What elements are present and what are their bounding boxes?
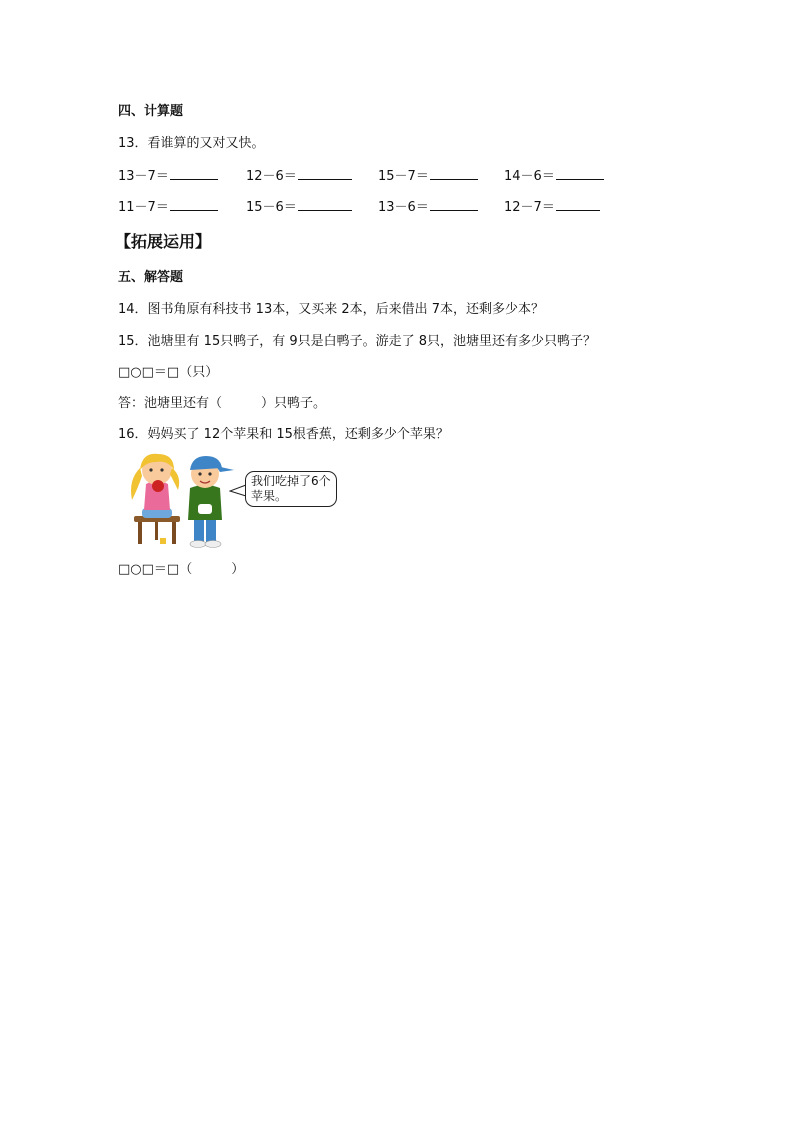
- speech-bubble: [245, 471, 337, 507]
- calc-expression: 13－6＝: [378, 200, 429, 215]
- calc-item: [504, 167, 604, 185]
- question-13: 13．看谁算的又对又快。: [118, 136, 265, 151]
- question-14: 14．图书角原有科技书 13本，又买来 2本，后来借出 7本，还剩多少本？: [118, 302, 545, 317]
- calc-item: [118, 167, 218, 185]
- calc-expression: 13－7＝: [118, 169, 169, 184]
- calc-row-1: [118, 167, 678, 183]
- answer-blank[interactable]: [298, 167, 352, 180]
- answer-blank[interactable]: [170, 167, 218, 180]
- section-5-heading: 五、解答题: [118, 270, 184, 285]
- answer-blank[interactable]: [430, 167, 478, 180]
- extension-heading: 【拓展运用】: [115, 232, 212, 251]
- calc-row-2: [118, 198, 678, 214]
- speech-bubble-line-2: 苹果。: [251, 489, 288, 503]
- answer-blank[interactable]: [170, 198, 218, 211]
- calc-item: [504, 198, 600, 216]
- answer-blank[interactable]: [430, 198, 478, 211]
- formula-15: □○□＝□（只）: [118, 365, 219, 380]
- calc-item: [118, 198, 218, 216]
- calc-expression: 12－6＝: [246, 169, 297, 184]
- calc-item: [378, 198, 478, 216]
- formula-16: □○□＝□（ ）: [118, 562, 245, 577]
- girl-figure: [131, 454, 180, 544]
- answer-blank[interactable]: [556, 167, 604, 180]
- calc-expression: 14－6＝: [504, 169, 555, 184]
- calc-expression: 15－6＝: [246, 200, 297, 215]
- calc-expression: 11－7＝: [118, 200, 169, 215]
- speech-bubble-line-1: 我们吃掉了6个: [251, 474, 331, 488]
- calc-expression: 15－7＝: [378, 169, 429, 184]
- calc-item: [246, 198, 352, 216]
- boy-figure: [188, 456, 234, 548]
- answer-blank[interactable]: [556, 198, 600, 211]
- calc-expression: 12－7＝: [504, 200, 555, 215]
- calc-item: [246, 167, 352, 185]
- section-4-heading: 四、计算题: [118, 104, 184, 119]
- question-16: 16．妈妈买了 12个苹果和 15根香蕉，还剩多少个苹果？: [118, 427, 449, 442]
- answer-15: 答：池塘里还有（ ）只鸭子。: [118, 396, 327, 411]
- question-15: 15．池塘里有 15只鸭子，有 9只是白鸭子。游走了 8只，池塘里还有多少只鸭子？: [118, 334, 597, 349]
- answer-blank[interactable]: [298, 198, 352, 211]
- calc-item: [378, 167, 478, 185]
